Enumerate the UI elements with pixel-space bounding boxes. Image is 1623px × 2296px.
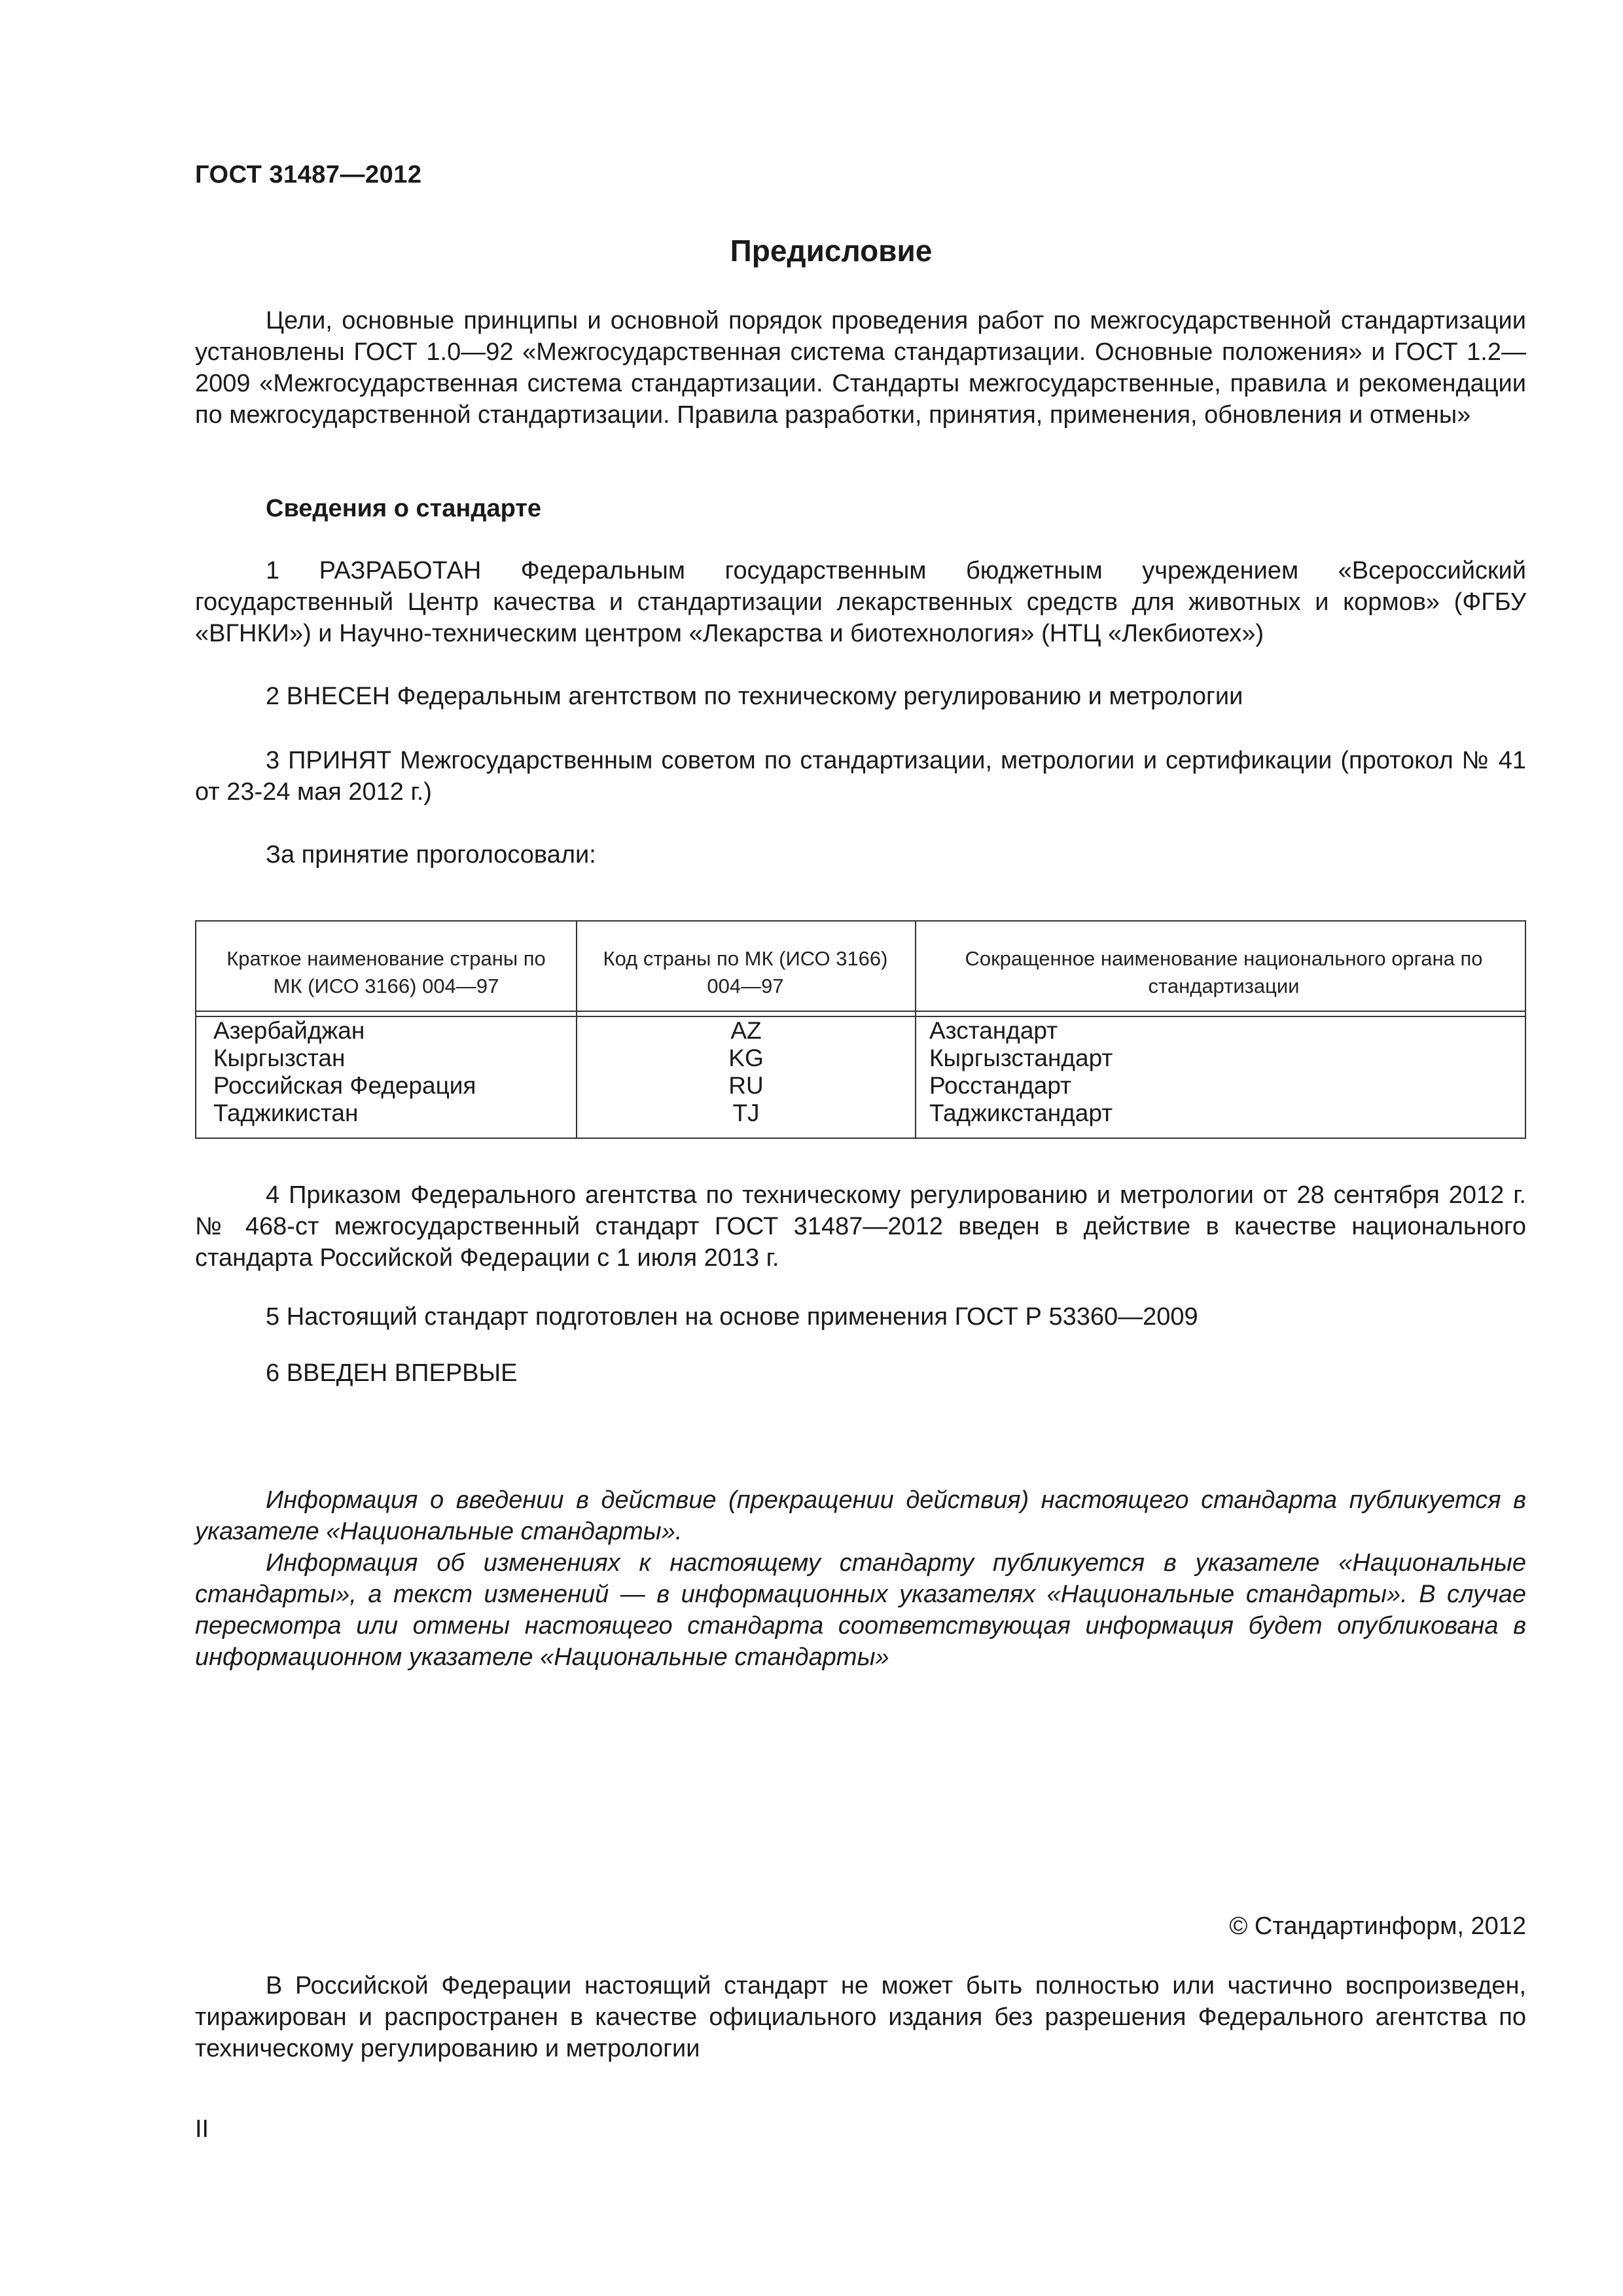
- info-item-6: 6 ВВЕДЕН ВПЕРВЫЕ: [266, 1359, 518, 1387]
- info-item-4: 4 Приказом Федерального агентства по техническому регулированию и метрологии от 28 сентября 2012 г. № 468-ст межгосударственный стандарт ГОСТ 31487—2012 введен в действие в качестве национального стандарта Российской Федерации с 1 июля 2013 г.: [195, 1181, 1526, 1272]
- table-cell-country: Кыргызстан: [213, 1045, 346, 1071]
- notice-paragraph-1: Информация о введении в действие (прекращении действия) настоящего стандарта публикуется в указателе «Национальные стандарты».: [195, 1486, 1526, 1545]
- copyright-notice: © Стандартинформ, 2012: [1229, 1912, 1526, 1940]
- reproduction-notice: В Российской Федерации настоящий стандарт не может быть полностью или частично воспроизведен, тиражирован и распространен в качестве официального издания без разрешения Федерального агентства по техническому регулированию и метрологии: [195, 1972, 1526, 2062]
- table-header-country: Краткое наименование страны по МК (ИСО 3166) 004—97: [226, 947, 546, 997]
- standard-info-heading: Сведения о стандарте: [266, 495, 542, 522]
- table-cell-country: Российская Федерация: [213, 1072, 476, 1099]
- info-item-2: 2 ВНЕСЕН Федеральным агентством по техническому регулированию и метрологии: [266, 683, 1243, 710]
- table-cell-code: TJ: [732, 1100, 760, 1126]
- table-column-body: [929, 1017, 1505, 1127]
- table-header-body: Сокращенное наименование национального органа по стандартизации: [965, 947, 1483, 997]
- info-item-3: 3 ПРИНЯТ Межгосударственным советом по стандартизации, метрологии и сертификации (протокол № 41 от 23-24 мая 2012 г.): [195, 747, 1526, 806]
- table-cell-country: Азербайджан: [213, 1017, 365, 1044]
- table-header-code: Код страны по МК (ИСО 3166) 004—97: [603, 947, 888, 997]
- info-item-1: 1 РАЗРАБОТАН Федеральным государственным бюджетным учреждением «Всероссийский государственный Центр качества и стандартизации лекарственных средств для животных и кормов» (ФГБУ «ВГНКИ») и Научно-техническим центром «Лекарства и биотехнология» (НТЦ «Лекбиотех»): [195, 557, 1526, 647]
- voting-countries-table: [195, 920, 1526, 1139]
- table-cell-code: RU: [728, 1072, 764, 1099]
- table-cell-code: KG: [728, 1045, 764, 1071]
- table-column-code: [577, 1017, 915, 1127]
- table-cell-country: Таджикистан: [213, 1100, 359, 1126]
- page-title: Предисловие: [730, 234, 933, 268]
- table-cell-body: Азстандарт: [929, 1017, 1058, 1044]
- table-header-divider: [196, 1011, 1525, 1012]
- table-column-country: [213, 1017, 567, 1127]
- notice-paragraph-2: Информация об изменениях к настоящему стандарту публикуется в указателе «Национальные стандарты», а текст изменений — в информационных указателях «Национальные стандарты». В случае пересмотра или отмены настоящего стандарта соответствующая информация будет опубликована в информационном указателе «Национальные стандарты»: [195, 1549, 1526, 1671]
- page-number: II: [195, 2115, 209, 2143]
- table-cell-code: AZ: [730, 1017, 762, 1044]
- document-id: ГОСТ 31487—2012: [195, 161, 422, 188]
- table-cell-body: Росстандарт: [929, 1072, 1072, 1099]
- table-divider: [915, 922, 916, 1138]
- intro-paragraph: Цели, основные принципы и основной порядок проведения работ по межгосударственной стандартизации установлены ГОСТ 1.0—92 «Межгосударственная система стандартизации. Основные положения» и ГОСТ 1.2—2009 «Межгосударственная система стандартизации. Стандарты межгосударственные, правила и рекомендации по межгосударственной стандартизации. Правила разработки, принятия, применения, обновления и отмены»: [195, 307, 1526, 429]
- info-item-5: 5 Настоящий стандарт подготовлен на основе применения ГОСТ Р 53360—2009: [266, 1303, 1198, 1331]
- voted-label: За принятие проголосовали:: [266, 841, 596, 869]
- table-cell-body: Таджикстандарт: [929, 1100, 1113, 1126]
- table-cell-body: Кыргызстандарт: [929, 1045, 1113, 1071]
